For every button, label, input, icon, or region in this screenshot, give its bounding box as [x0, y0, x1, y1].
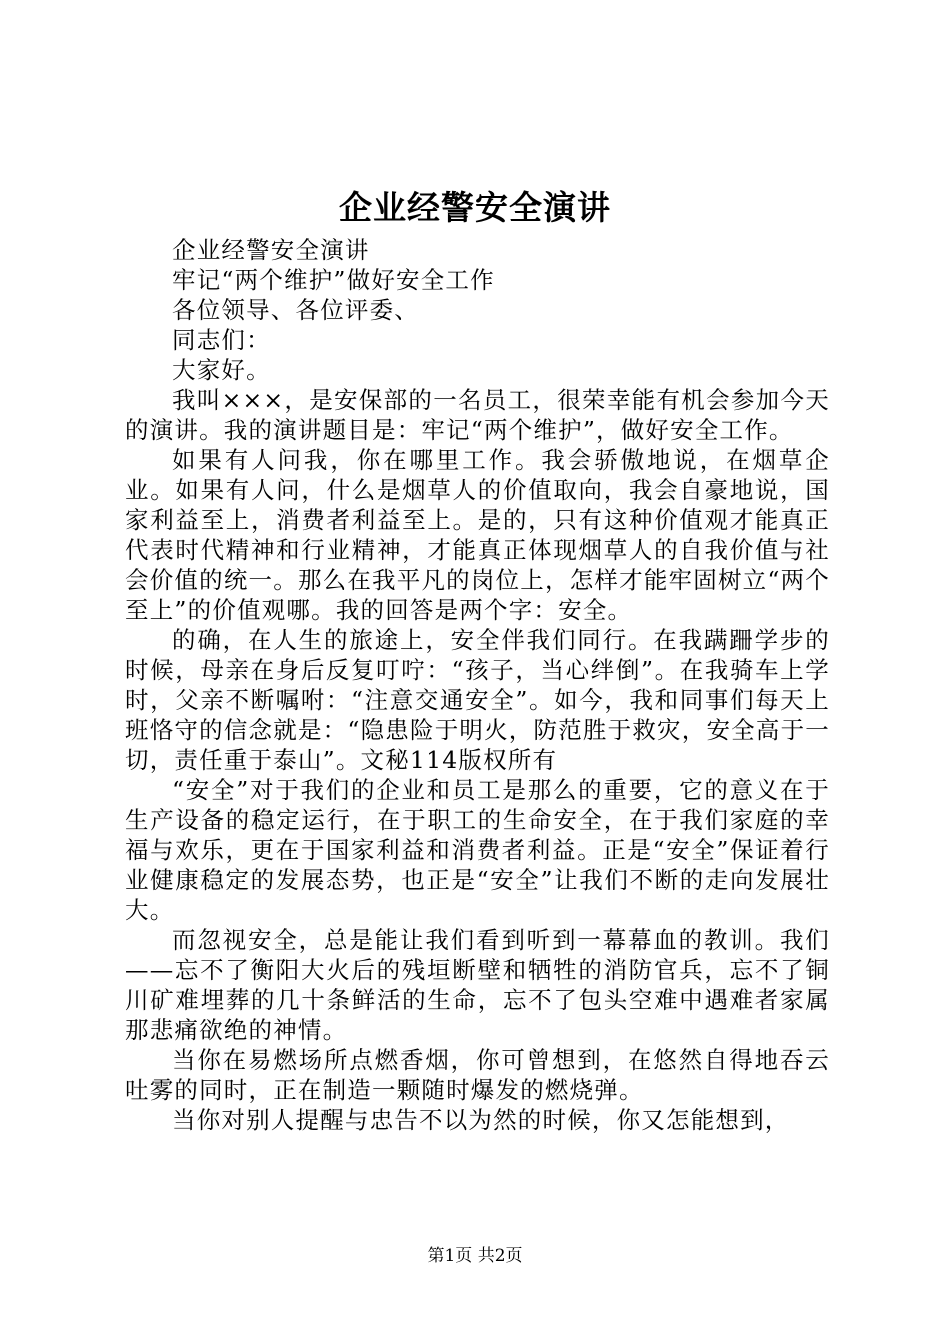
paragraph: 企业经警安全演讲: [172, 236, 370, 264]
paragraph: 的确，在人生的旅途上，安全伴我们同行。在我蹒跚学步的时候，母亲在身后反复叮咛：“孩子，当心绊倒”。在我骑车上学时，父亲不断嘱咐：“注意交通安全”。如今，我和同事们每天上班恪守的信念就是：“隐患险于明火，防范胜于救灾，安全高于一切，责任重于泰山”。文秘114版权所有: [125, 626, 830, 774]
page-footer: 第1页 共2页: [427, 1246, 523, 1266]
paragraph: 当你对别人提醒与忠告不以为然的时候，你又怎能想到，: [172, 1106, 790, 1134]
paragraph: 如果有人问我，你在哪里工作。我会骄傲地说，在烟草企业。如果有人问，什么是烟草人的价值取向，我会自豪地说，国家利益至上，消费者利益至上。是的，只有这种价值观才能真正代表时代精神和行业精神，才能真正体现烟草人的自我价值与社会价值的统一。那么在我平凡的岗位上，怎样才能牢固树立“两个至上”的价值观哪。我的回答是两个字：安全。: [125, 446, 830, 624]
paragraph: 牢记“两个维护”做好安全工作: [172, 266, 495, 294]
paragraph: 大家好。: [172, 356, 271, 384]
paragraph: 当你在易燃场所点燃香烟，你可曾想到，在悠然自得地吞云吐雾的同时，正在制造一颗随时爆发的燃烧弹。: [125, 1046, 830, 1104]
document-title: 企业经警安全演讲: [339, 188, 611, 227]
document-body: [125, 235, 830, 1135]
paragraph: 而忽视安全，总是能让我们看到听到一幕幕血的教训。我们——忘不了衡阳大火后的残垣断壁和牺牲的消防官兵，忘不了铜川矿难埋葬的几十条鲜活的生命，忘不了包头空难中遇难者家属那悲痛欲绝的神情。: [125, 926, 830, 1044]
paragraph: 各位领导、各位评委、: [172, 296, 419, 324]
paragraph: 我叫×××，是安保部的一名员工，很荣幸能有机会参加今天的演讲。我的演讲题目是：牢记“两个维护”，做好安全工作。: [125, 386, 830, 444]
paragraph: “安全”对于我们的企业和员工是那么的重要，它的意义在于生产设备的稳定运行，在于职工的生命安全，在于我们家庭的幸福与欢乐，更在于国家利益和消费者利益。正是“安全”保证着行业健康稳定的发展态势，也正是“安全”让我们不断的走向发展壮大。: [125, 776, 830, 924]
paragraph: 同志们：: [172, 326, 271, 354]
